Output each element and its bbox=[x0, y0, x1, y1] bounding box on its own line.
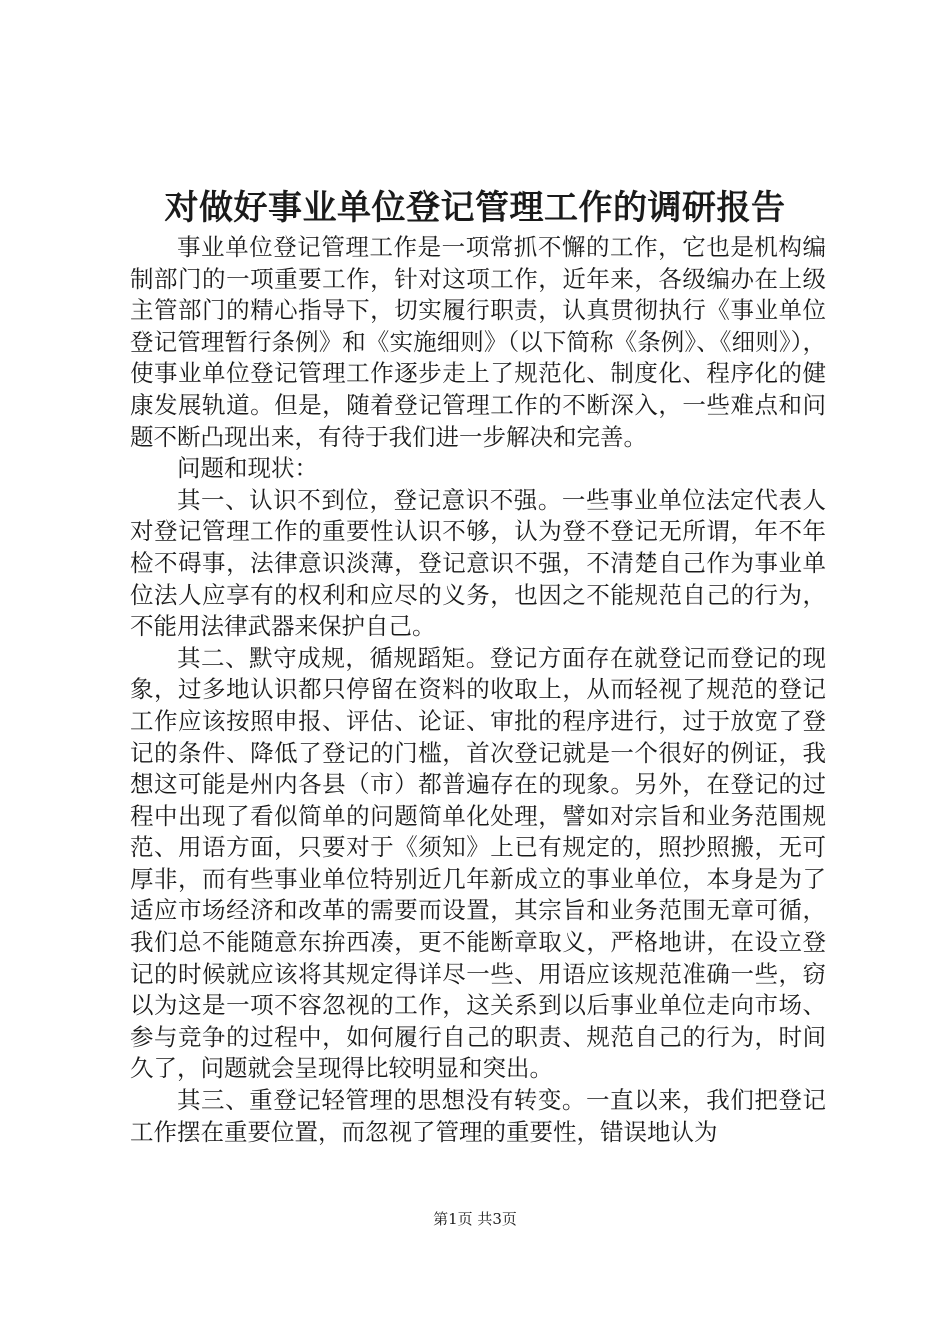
document-title: 对做好事业单位登记管理工作的调研报告 bbox=[164, 188, 786, 228]
paragraph-intro: 事业单位登记管理工作是一项常抓不懈的工作，它也是机构编制部门的一项重要工作，针对这项工作，近年来，各级编办在上级主管部门的精心指导下，切实履行职责，认真贯彻执行《事业单位登记管理暂行条例》和《实施细则》（以下简称《条例》、《细则》），使事业单位登记管理工作逐步走上了规范化、制度化、程序化的健康发展轨道。但是，随着登记管理工作的不断深入，一些难点和问题不断凸现出来，有待于我们进一步解决和完善。 bbox=[130, 233, 826, 451]
document-body bbox=[130, 232, 826, 1148]
page-footer: 第1页 共3页 bbox=[433, 1210, 517, 1228]
paragraph-section-heading: 问题和现状： bbox=[177, 454, 318, 483]
paragraph-issue-one: 其一、认识不到位，登记意识不强。一些事业单位法定代表人对登记管理工作的重要性认识不够，认为登不登记无所谓，年不年检不碍事，法律意识淡薄，登记意识不强，不清楚自己作为事业单位法人应享有的权利和应尽的义务，也因之不能规范自己的行为，不能用法律武器来保护自己。 bbox=[130, 485, 826, 641]
paragraph-issue-two: 其二、默守成规，循规蹈矩。登记方面存在就登记而登记的现象，过多地认识都只停留在资料的收取上，从而轻视了规范的登记工作应该按照申报、评估、论证、审批的程序进行，过于放宽了登记的条件、降低了登记的门槛，首次登记就是一个很好的例证，我想这可能是州内各县（市）都普遍存在的现象。另外，在登记的过程中出现了看似简单的问题简单化处理，譬如对宗旨和业务范围规范、用语方面，只要对于《须知》上已有规定的，照抄照搬，无可厚非，而有些事业单位特别近几年新成立的事业单位，本身是为了适应市场经济和改革的需要而设置，其宗旨和业务范围无章可循，我们总不能随意东拚西凑，更不能断章取义，严格地讲，在设立登记的时候就应该将其规定得详尽一些、用语应该规范准确一些，窃以为这是一项不容忽视的工作，这关系到以后事业单位走向市场、参与竞争的过程中，如何履行自己的职责、规范自己的行为，时间久了，问题就会呈现得比较明显和突出。 bbox=[130, 643, 826, 1083]
paragraph-issue-three: 其三、重登记轻管理的思想没有转变。一直以来，我们把登记工作摆在重要位置，而忽视了管理的重要性，错误地认为 bbox=[130, 1086, 826, 1146]
